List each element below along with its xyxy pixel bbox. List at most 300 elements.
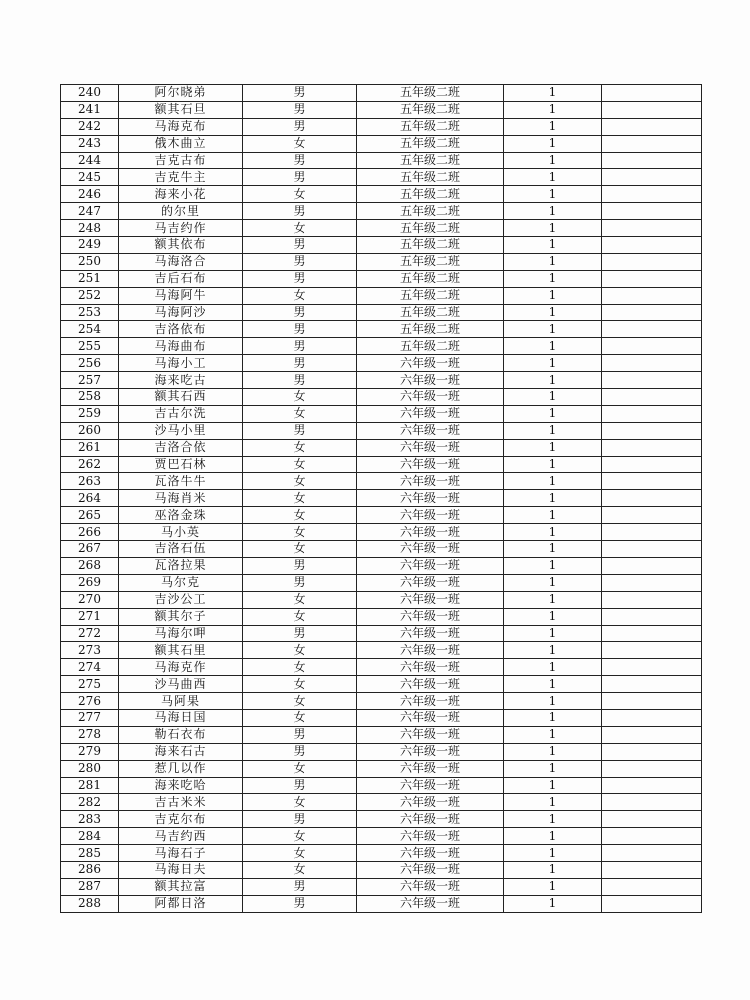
row-number-cell: 274 — [61, 659, 119, 676]
gender-cell: 女 — [243, 473, 357, 490]
class-name-cell: 五年级二班 — [357, 152, 504, 169]
gender-cell: 男 — [243, 321, 357, 338]
gender-cell: 女 — [243, 524, 357, 541]
row-number-cell: 271 — [61, 608, 119, 625]
gender-cell: 男 — [243, 338, 357, 355]
table-row — [61, 135, 702, 152]
class-name-cell: 六年级一班 — [357, 794, 504, 811]
student-name-cell: 马海克布 — [119, 118, 243, 135]
count-cell: 1 — [504, 524, 602, 541]
remarks-cell — [602, 828, 702, 845]
student-name-cell: 惹几以作 — [119, 760, 243, 777]
remarks-cell — [602, 85, 702, 102]
class-name-cell: 六年级一班 — [357, 828, 504, 845]
remarks-cell — [602, 405, 702, 422]
gender-cell: 男 — [243, 422, 357, 439]
class-name-cell: 五年级二班 — [357, 338, 504, 355]
count-cell: 1 — [504, 709, 602, 726]
remarks-cell — [602, 760, 702, 777]
table-row — [61, 456, 702, 473]
count-cell: 1 — [504, 676, 602, 693]
row-number-cell: 281 — [61, 777, 119, 794]
table-row — [61, 101, 702, 118]
remarks-cell — [602, 676, 702, 693]
row-number-cell: 272 — [61, 625, 119, 642]
remarks-cell — [602, 709, 702, 726]
class-name-cell: 六年级一班 — [357, 878, 504, 895]
table-row — [61, 541, 702, 558]
student-name-cell: 额其依布 — [119, 237, 243, 254]
class-name-cell: 五年级二班 — [357, 270, 504, 287]
class-name-cell: 六年级一班 — [357, 625, 504, 642]
count-cell: 1 — [504, 287, 602, 304]
student-name-cell: 吉洛合依 — [119, 439, 243, 456]
row-number-cell: 253 — [61, 304, 119, 321]
class-name-cell: 五年级二班 — [357, 203, 504, 220]
row-number-cell: 277 — [61, 709, 119, 726]
class-name-cell: 六年级一班 — [357, 895, 504, 912]
remarks-cell — [602, 203, 702, 220]
class-name-cell: 六年级一班 — [357, 473, 504, 490]
remarks-cell — [602, 524, 702, 541]
remarks-cell — [602, 642, 702, 659]
table-row — [61, 389, 702, 406]
remarks-cell — [602, 372, 702, 389]
table-row — [61, 524, 702, 541]
count-cell: 1 — [504, 861, 602, 878]
table-row — [61, 557, 702, 574]
student-name-cell: 海来吃哈 — [119, 777, 243, 794]
row-number-cell: 286 — [61, 861, 119, 878]
row-number-cell: 256 — [61, 355, 119, 372]
row-number-cell: 285 — [61, 845, 119, 862]
remarks-cell — [602, 895, 702, 912]
table-row — [61, 253, 702, 270]
gender-cell: 女 — [243, 709, 357, 726]
remarks-cell — [602, 608, 702, 625]
gender-cell: 女 — [243, 861, 357, 878]
class-name-cell: 六年级一班 — [357, 811, 504, 828]
table-row — [61, 169, 702, 186]
row-number-cell: 287 — [61, 878, 119, 895]
class-name-cell: 五年级二班 — [357, 101, 504, 118]
class-name-cell: 五年级二班 — [357, 169, 504, 186]
gender-cell: 女 — [243, 794, 357, 811]
gender-cell: 男 — [243, 203, 357, 220]
student-name-cell: 海来小花 — [119, 186, 243, 203]
row-number-cell: 243 — [61, 135, 119, 152]
row-number-cell: 276 — [61, 693, 119, 710]
count-cell: 1 — [504, 743, 602, 760]
row-number-cell: 252 — [61, 287, 119, 304]
table-row — [61, 338, 702, 355]
table-row — [61, 287, 702, 304]
row-number-cell: 245 — [61, 169, 119, 186]
count-cell: 1 — [504, 186, 602, 203]
class-name-cell: 六年级一班 — [357, 574, 504, 591]
student-name-cell: 额其尔子 — [119, 608, 243, 625]
row-number-cell: 241 — [61, 101, 119, 118]
class-name-cell: 六年级一班 — [357, 676, 504, 693]
table-row — [61, 203, 702, 220]
count-cell: 1 — [504, 811, 602, 828]
count-cell: 1 — [504, 557, 602, 574]
student-name-cell: 勒石衣布 — [119, 726, 243, 743]
count-cell: 1 — [504, 118, 602, 135]
student-name-cell: 吉古米米 — [119, 794, 243, 811]
gender-cell: 女 — [243, 405, 357, 422]
gender-cell: 男 — [243, 304, 357, 321]
class-name-cell: 五年级二班 — [357, 85, 504, 102]
table-row — [61, 845, 702, 862]
gender-cell: 女 — [243, 608, 357, 625]
row-number-cell: 282 — [61, 794, 119, 811]
remarks-cell — [602, 355, 702, 372]
count-cell: 1 — [504, 135, 602, 152]
count-cell: 1 — [504, 439, 602, 456]
gender-cell: 女 — [243, 456, 357, 473]
count-cell: 1 — [504, 794, 602, 811]
gender-cell: 男 — [243, 85, 357, 102]
gender-cell: 女 — [243, 490, 357, 507]
count-cell: 1 — [504, 422, 602, 439]
class-name-cell: 六年级一班 — [357, 490, 504, 507]
row-number-cell: 267 — [61, 541, 119, 558]
count-cell: 1 — [504, 321, 602, 338]
table-row — [61, 625, 702, 642]
count-cell: 1 — [504, 152, 602, 169]
gender-cell: 女 — [243, 541, 357, 558]
gender-cell: 女 — [243, 287, 357, 304]
row-number-cell: 250 — [61, 253, 119, 270]
remarks-cell — [602, 574, 702, 591]
table-row — [61, 355, 702, 372]
row-number-cell: 261 — [61, 439, 119, 456]
table-row — [61, 118, 702, 135]
student-name-cell: 马海肖米 — [119, 490, 243, 507]
student-name-cell: 吉洛依布 — [119, 321, 243, 338]
gender-cell: 女 — [243, 439, 357, 456]
table-row — [61, 895, 702, 912]
count-cell: 1 — [504, 574, 602, 591]
count-cell: 1 — [504, 237, 602, 254]
count-cell: 1 — [504, 693, 602, 710]
student-name-cell: 马阿果 — [119, 693, 243, 710]
remarks-cell — [602, 659, 702, 676]
student-name-cell: 贾巴石林 — [119, 456, 243, 473]
row-number-cell: 240 — [61, 85, 119, 102]
table-row — [61, 709, 702, 726]
remarks-cell — [602, 878, 702, 895]
gender-cell: 男 — [243, 253, 357, 270]
student-name-cell: 马海阿沙 — [119, 304, 243, 321]
table-row — [61, 321, 702, 338]
remarks-cell — [602, 169, 702, 186]
student-name-cell: 马海阿牛 — [119, 287, 243, 304]
count-cell: 1 — [504, 642, 602, 659]
class-name-cell: 五年级二班 — [357, 220, 504, 237]
table-row — [61, 659, 702, 676]
class-name-cell: 六年级一班 — [357, 861, 504, 878]
count-cell: 1 — [504, 304, 602, 321]
class-name-cell: 五年级二班 — [357, 304, 504, 321]
class-name-cell: 五年级二班 — [357, 287, 504, 304]
class-name-cell: 五年级二班 — [357, 135, 504, 152]
remarks-cell — [602, 861, 702, 878]
gender-cell: 男 — [243, 743, 357, 760]
gender-cell: 男 — [243, 726, 357, 743]
count-cell: 1 — [504, 372, 602, 389]
gender-cell: 女 — [243, 693, 357, 710]
gender-cell: 男 — [243, 777, 357, 794]
gender-cell: 男 — [243, 557, 357, 574]
table-row — [61, 591, 702, 608]
gender-cell: 女 — [243, 591, 357, 608]
remarks-cell — [602, 456, 702, 473]
row-number-cell: 257 — [61, 372, 119, 389]
gender-cell: 男 — [243, 237, 357, 254]
count-cell: 1 — [504, 355, 602, 372]
remarks-cell — [602, 321, 702, 338]
student-roster-table — [60, 84, 702, 913]
table-row — [61, 608, 702, 625]
student-name-cell: 沙马曲西 — [119, 676, 243, 693]
count-cell: 1 — [504, 625, 602, 642]
gender-cell: 女 — [243, 659, 357, 676]
table-row — [61, 422, 702, 439]
gender-cell: 男 — [243, 152, 357, 169]
table-row — [61, 726, 702, 743]
count-cell: 1 — [504, 878, 602, 895]
count-cell: 1 — [504, 85, 602, 102]
roster-body — [61, 85, 702, 913]
class-name-cell: 五年级二班 — [357, 237, 504, 254]
student-name-cell: 吉克牛主 — [119, 169, 243, 186]
class-name-cell: 六年级一班 — [357, 659, 504, 676]
row-number-cell: 260 — [61, 422, 119, 439]
row-number-cell: 275 — [61, 676, 119, 693]
student-name-cell: 瓦洛拉果 — [119, 557, 243, 574]
row-number-cell: 259 — [61, 405, 119, 422]
row-number-cell: 246 — [61, 186, 119, 203]
class-name-cell: 五年级二班 — [357, 321, 504, 338]
count-cell: 1 — [504, 828, 602, 845]
row-number-cell: 249 — [61, 237, 119, 254]
count-cell: 1 — [504, 777, 602, 794]
student-name-cell: 吉洛石伍 — [119, 541, 243, 558]
remarks-cell — [602, 473, 702, 490]
class-name-cell: 六年级一班 — [357, 642, 504, 659]
count-cell: 1 — [504, 253, 602, 270]
table-row — [61, 237, 702, 254]
row-number-cell: 264 — [61, 490, 119, 507]
class-name-cell: 六年级一班 — [357, 693, 504, 710]
student-name-cell: 吉克尔布 — [119, 811, 243, 828]
gender-cell: 男 — [243, 625, 357, 642]
class-name-cell: 六年级一班 — [357, 405, 504, 422]
row-number-cell: 244 — [61, 152, 119, 169]
count-cell: 1 — [504, 473, 602, 490]
student-name-cell: 马海洛合 — [119, 253, 243, 270]
class-name-cell: 五年级二班 — [357, 186, 504, 203]
remarks-cell — [602, 541, 702, 558]
table-row — [61, 642, 702, 659]
count-cell: 1 — [504, 220, 602, 237]
gender-cell: 女 — [243, 507, 357, 524]
row-number-cell: 273 — [61, 642, 119, 659]
table-row — [61, 152, 702, 169]
gender-cell: 女 — [243, 676, 357, 693]
remarks-cell — [602, 422, 702, 439]
remarks-cell — [602, 270, 702, 287]
gender-cell: 男 — [243, 895, 357, 912]
row-number-cell: 280 — [61, 760, 119, 777]
student-name-cell: 额其拉富 — [119, 878, 243, 895]
student-name-cell: 吉沙公工 — [119, 591, 243, 608]
remarks-cell — [602, 507, 702, 524]
row-number-cell: 263 — [61, 473, 119, 490]
table-row — [61, 676, 702, 693]
count-cell: 1 — [504, 845, 602, 862]
gender-cell: 女 — [243, 389, 357, 406]
table-row — [61, 574, 702, 591]
gender-cell: 男 — [243, 878, 357, 895]
class-name-cell: 六年级一班 — [357, 591, 504, 608]
table-row — [61, 878, 702, 895]
class-name-cell: 五年级二班 — [357, 118, 504, 135]
gender-cell: 女 — [243, 642, 357, 659]
class-name-cell: 六年级一班 — [357, 760, 504, 777]
count-cell: 1 — [504, 541, 602, 558]
remarks-cell — [602, 557, 702, 574]
gender-cell: 女 — [243, 135, 357, 152]
gender-cell: 女 — [243, 845, 357, 862]
gender-cell: 男 — [243, 169, 357, 186]
remarks-cell — [602, 794, 702, 811]
table-row — [61, 405, 702, 422]
remarks-cell — [602, 287, 702, 304]
table-row — [61, 490, 702, 507]
count-cell: 1 — [504, 490, 602, 507]
student-name-cell: 沙马小里 — [119, 422, 243, 439]
row-number-cell: 288 — [61, 895, 119, 912]
student-name-cell: 马海日夫 — [119, 861, 243, 878]
student-name-cell: 马海石子 — [119, 845, 243, 862]
remarks-cell — [602, 186, 702, 203]
student-name-cell: 俄木曲立 — [119, 135, 243, 152]
class-name-cell: 六年级一班 — [357, 422, 504, 439]
table-row — [61, 372, 702, 389]
class-name-cell: 六年级一班 — [357, 389, 504, 406]
count-cell: 1 — [504, 507, 602, 524]
student-name-cell: 马海克作 — [119, 659, 243, 676]
row-number-cell: 251 — [61, 270, 119, 287]
student-name-cell: 额其石旦 — [119, 101, 243, 118]
student-name-cell: 马吉约西 — [119, 828, 243, 845]
count-cell: 1 — [504, 895, 602, 912]
class-name-cell: 六年级一班 — [357, 372, 504, 389]
remarks-cell — [602, 693, 702, 710]
student-name-cell: 瓦洛牛牛 — [119, 473, 243, 490]
student-name-cell: 马小英 — [119, 524, 243, 541]
row-number-cell: 278 — [61, 726, 119, 743]
gender-cell: 男 — [243, 372, 357, 389]
student-name-cell: 海来吃古 — [119, 372, 243, 389]
table-row — [61, 828, 702, 845]
count-cell: 1 — [504, 203, 602, 220]
count-cell: 1 — [504, 456, 602, 473]
count-cell: 1 — [504, 760, 602, 777]
remarks-cell — [602, 152, 702, 169]
student-name-cell: 阿尔晓弟 — [119, 85, 243, 102]
student-name-cell: 海来石古 — [119, 743, 243, 760]
table-row — [61, 760, 702, 777]
remarks-cell — [602, 777, 702, 794]
row-number-cell: 242 — [61, 118, 119, 135]
student-name-cell: 额其石里 — [119, 642, 243, 659]
student-name-cell: 马吉约作 — [119, 220, 243, 237]
row-number-cell: 265 — [61, 507, 119, 524]
gender-cell: 男 — [243, 574, 357, 591]
student-name-cell: 马海小工 — [119, 355, 243, 372]
row-number-cell: 270 — [61, 591, 119, 608]
remarks-cell — [602, 389, 702, 406]
student-name-cell: 马海日国 — [119, 709, 243, 726]
row-number-cell: 248 — [61, 220, 119, 237]
student-name-cell: 马海曲布 — [119, 338, 243, 355]
class-name-cell: 六年级一班 — [357, 355, 504, 372]
gender-cell: 女 — [243, 760, 357, 777]
row-number-cell: 283 — [61, 811, 119, 828]
row-number-cell: 269 — [61, 574, 119, 591]
row-number-cell: 268 — [61, 557, 119, 574]
remarks-cell — [602, 743, 702, 760]
remarks-cell — [602, 237, 702, 254]
gender-cell: 男 — [243, 101, 357, 118]
row-number-cell: 258 — [61, 389, 119, 406]
remarks-cell — [602, 726, 702, 743]
table-row — [61, 693, 702, 710]
table-row — [61, 794, 702, 811]
table-row — [61, 220, 702, 237]
remarks-cell — [602, 220, 702, 237]
student-name-cell: 吉克古布 — [119, 152, 243, 169]
class-name-cell: 六年级一班 — [357, 507, 504, 524]
student-name-cell: 马海尔呷 — [119, 625, 243, 642]
remarks-cell — [602, 135, 702, 152]
remarks-cell — [602, 490, 702, 507]
count-cell: 1 — [504, 659, 602, 676]
class-name-cell: 六年级一班 — [357, 709, 504, 726]
class-name-cell: 六年级一班 — [357, 541, 504, 558]
remarks-cell — [602, 253, 702, 270]
table-row — [61, 85, 702, 102]
class-name-cell: 六年级一班 — [357, 524, 504, 541]
row-number-cell: 262 — [61, 456, 119, 473]
table-row — [61, 507, 702, 524]
row-number-cell: 279 — [61, 743, 119, 760]
student-name-cell: 吉古尔洗 — [119, 405, 243, 422]
gender-cell: 男 — [243, 811, 357, 828]
gender-cell: 女 — [243, 220, 357, 237]
student-name-cell: 额其石西 — [119, 389, 243, 406]
student-name-cell: 阿都日洛 — [119, 895, 243, 912]
class-name-cell: 六年级一班 — [357, 726, 504, 743]
table-row — [61, 473, 702, 490]
remarks-cell — [602, 811, 702, 828]
remarks-cell — [602, 845, 702, 862]
count-cell: 1 — [504, 389, 602, 406]
